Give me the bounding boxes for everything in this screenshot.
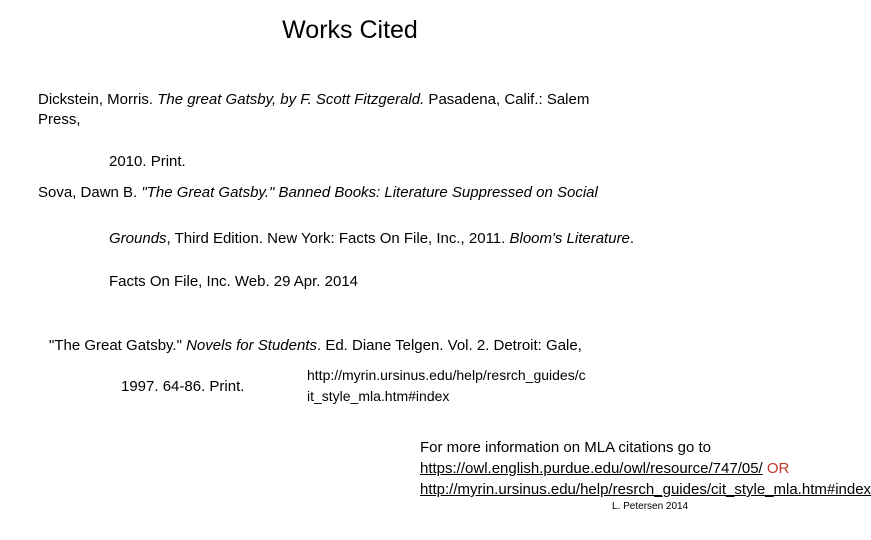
citation-dickstein-line2: Press, — [38, 111, 81, 128]
citation-series: Bloom's Literature — [509, 230, 630, 247]
citation-author: Sova, Dawn B. — [38, 184, 142, 201]
citation-details: . Ed. Diane Telgen. Vol. 2. Detroit: Gale, — [317, 337, 582, 354]
citation-novels-url-line2: it_style_mla.htm#index — [307, 388, 450, 404]
citation-sova-line2 — [109, 229, 634, 249]
citation-author: Dickstein, Morris. — [38, 91, 158, 108]
citation-dickstein-line3: 2010. Print. — [109, 153, 186, 170]
citation-period: . — [629, 230, 635, 247]
or-label: OR — [762, 460, 790, 477]
author-credit: L. Petersen 2014 — [612, 501, 689, 512]
purdue-owl-link[interactable]: https://owl.english.purdue.edu/owl/resource/747/05/ — [420, 460, 763, 477]
citation-work-title: The great Gatsby, by F. Scott Fitzgerald. — [157, 91, 425, 108]
citation-novels-line1 — [49, 336, 582, 356]
mla-links-line — [420, 459, 789, 479]
mla-info-text: For more information on MLA citations go to — [420, 439, 711, 456]
citation-novels-url-line1: http://myrin.ursinus.edu/help/resrch_guides/c — [307, 367, 586, 383]
citation-novels-year: 1997. 64-86. Print. — [121, 378, 245, 395]
citation-edition: , Third Edition. New York: Facts On File, Inc., 2011. — [166, 230, 510, 247]
citation-dickstein-line1 — [38, 90, 589, 110]
citation-work-title: Novels for Students — [186, 337, 317, 354]
citation-article-title: "The Great Gatsby." — [49, 337, 187, 354]
citation-publisher: Pasadena, Calif.: Salem — [424, 91, 590, 108]
citation-sova-line1 — [38, 183, 598, 203]
citation-sova-line3: Facts On File, Inc. Web. 29 Apr. 2014 — [109, 273, 359, 290]
citation-work-title: "The Great Gatsby." Banned Books: Literature Suppressed on Social — [141, 184, 598, 201]
citation-grounds: Grounds — [109, 230, 167, 247]
page-title: Works Cited — [282, 16, 418, 44]
myrin-link-line — [420, 480, 871, 500]
myrin-mla-link[interactable]: http://myrin.ursinus.edu/help/resrch_guides/cit_style_mla.htm#index — [420, 481, 871, 498]
